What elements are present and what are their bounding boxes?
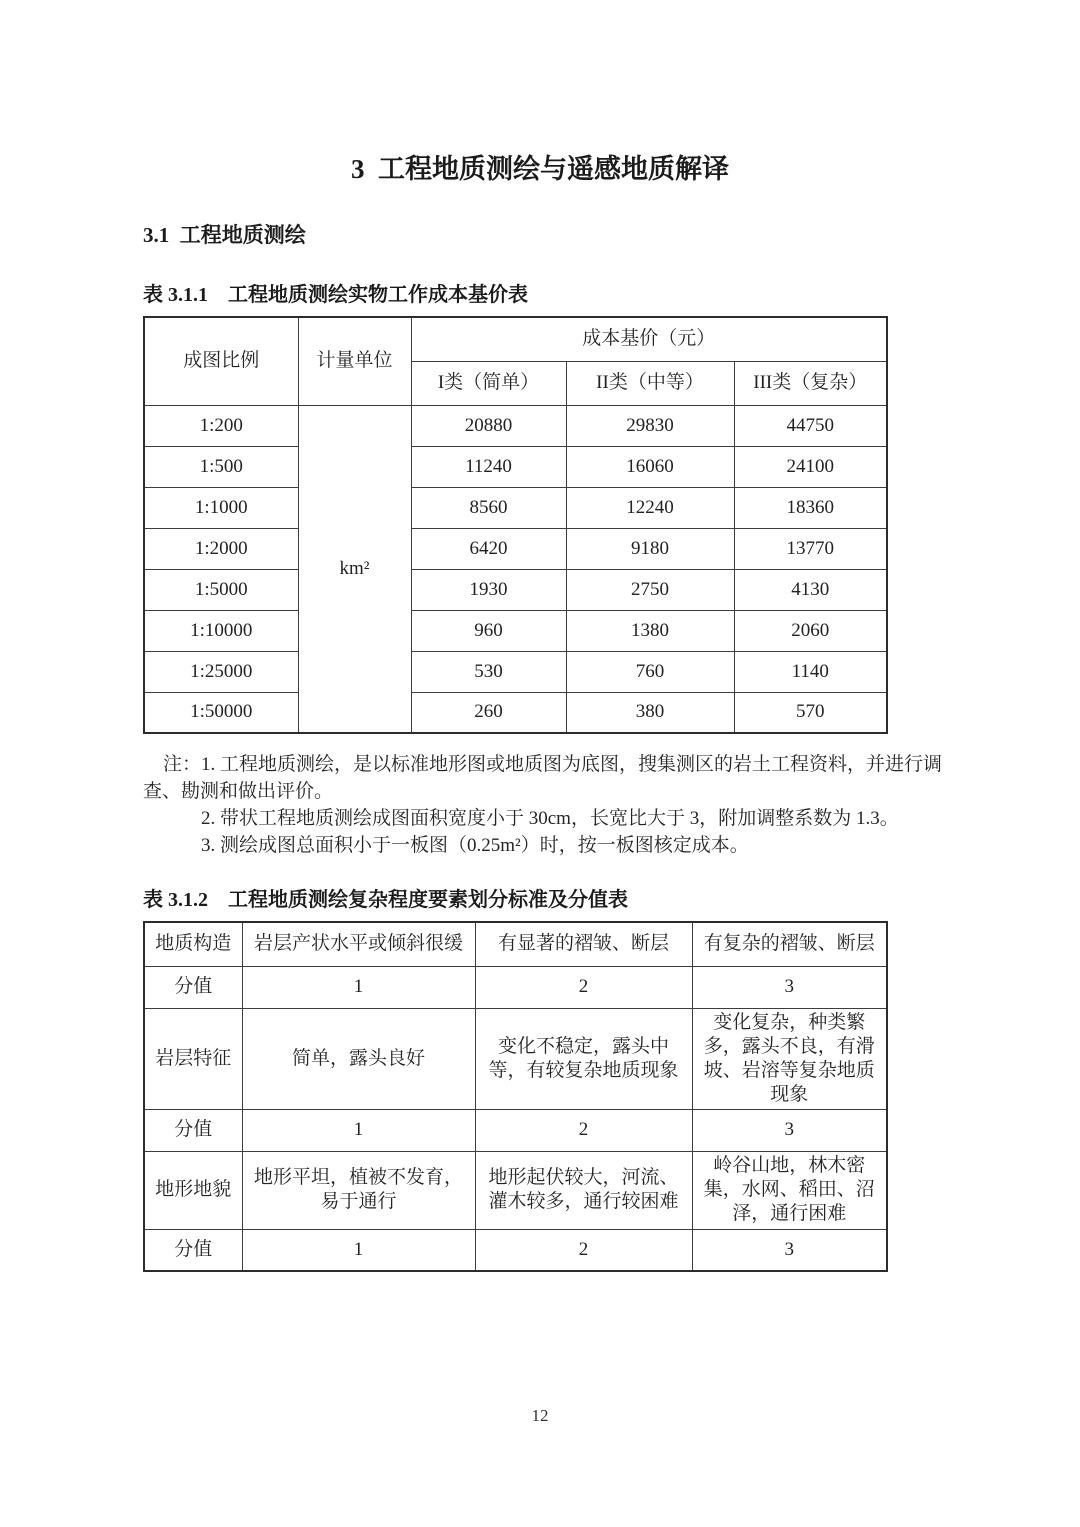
cost-cell: 570 [734,692,887,733]
header-class1: I类（简单） [411,361,566,405]
cost-cell: 13770 [734,528,887,569]
scale-cell: 1:2000 [144,528,298,569]
cost-cell: 16060 [566,446,734,487]
note-item-2: 2. 带状工程地质测绘成图面积宽度小于 30cm，长宽比大于 3，附加调整系数为 1.3。 [201,808,899,829]
cost-cell: 1140 [734,651,887,692]
table1-caption: 表 3.1.1 工程地质测绘实物工作成本基价表 [143,284,528,306]
table-row [144,610,887,651]
section-heading: 3.1 工程地质测绘 [143,223,306,247]
score-label-cell: 分值 [144,1109,242,1151]
table-row [144,1109,887,1151]
header-class3: III类（复杂） [734,361,887,405]
cost-cell: 380 [566,692,734,733]
scale-cell: 1:200 [144,405,298,446]
table2-caption: 表 3.1.2 工程地质测绘复杂程度要素划分标准及分值表 [143,889,628,911]
score-cell: 1 [242,966,475,1008]
header-class2: II类（中等） [566,361,734,405]
cost-cell: 2060 [734,610,887,651]
score-cell: 3 [692,966,887,1008]
header-scale: 成图比例 [144,317,298,405]
cost-cell: 44750 [734,405,887,446]
cost-cell: 530 [411,651,566,692]
table1-notes [143,751,955,859]
score-label-cell: 分值 [144,966,242,1008]
criteria-cell: 变化不稳定，露头中等，有较复杂地质现象 [475,1008,692,1109]
scale-cell: 1:5000 [144,569,298,610]
note-item-3: 3. 测绘成图总面积小于一板图（0.25m²）时，按一板图核定成本。 [201,835,749,856]
table-row [144,651,887,692]
criteria-cell: 岭谷山地，林木密集，水网、稻田、沼泽，通行困难 [692,1151,887,1229]
cost-cell: 24100 [734,446,887,487]
scale-cell: 1:500 [144,446,298,487]
page-number: 12 [531,1406,549,1425]
cost-cell: 11240 [411,446,566,487]
factor-label-cell: 岩层特征 [144,1008,242,1109]
score-cell: 3 [692,1109,887,1151]
table-row [144,528,887,569]
scale-cell: 1:50000 [144,692,298,733]
cost-cell: 8560 [411,487,566,528]
score-cell: 1 [242,1229,475,1271]
cost-cell: 1930 [411,569,566,610]
cost-cell: 9180 [566,528,734,569]
score-cell: 2 [475,966,692,1008]
criteria-cell: 有复杂的褶皱、断层 [692,922,887,966]
table-row [144,1229,887,1271]
table-row [144,487,887,528]
table-row [144,405,887,446]
cost-cell: 1380 [566,610,734,651]
score-label-cell: 分值 [144,1229,242,1271]
header-cost-group: 成本基价（元） [411,317,887,361]
cost-cell: 18360 [734,487,887,528]
criteria-cell: 地形平坦，植被不发育，易于通行 [242,1151,475,1229]
table-row [144,1008,887,1109]
criteria-cell: 变化复杂，种类繁多，露头不良，有滑坡、岩溶等复杂地质现象 [692,1008,887,1109]
table-row [144,922,887,966]
complexity-factor-table [143,921,888,1272]
table-row [144,1151,887,1229]
cost-cell: 760 [566,651,734,692]
cost-cell: 12240 [566,487,734,528]
cost-cell: 6420 [411,528,566,569]
cost-cell: 20880 [411,405,566,446]
scale-cell: 1:10000 [144,610,298,651]
cost-cell: 2750 [566,569,734,610]
score-cell: 3 [692,1229,887,1271]
cost-cell: 4130 [734,569,887,610]
scale-cell: 1:25000 [144,651,298,692]
cost-cell: 960 [411,610,566,651]
criteria-cell: 简单，露头良好 [242,1008,475,1109]
score-cell: 1 [242,1109,475,1151]
cost-cell: 260 [411,692,566,733]
criteria-cell: 岩层产状水平或倾斜很缓 [242,922,475,966]
scale-cell: 1:1000 [144,487,298,528]
header-unit: 计量单位 [298,317,411,405]
cost-cell: 29830 [566,405,734,446]
factor-label-cell: 地形地貌 [144,1151,242,1229]
table-header-row [144,317,887,361]
table-row [144,569,887,610]
unit-cell: km² [298,405,411,733]
factor-label-cell: 地质构造 [144,922,242,966]
cost-base-price-table [143,316,888,734]
criteria-cell: 地形起伏较大，河流、灌木较多，通行较困难 [475,1151,692,1229]
table-row [144,966,887,1008]
score-cell: 2 [475,1109,692,1151]
note-item-1: 注：1. 工程地质测绘，是以标准地形图或地质图为底图，搜集测区的岩土工程资料，并进行调查、勘测和做出评价。 [143,754,943,802]
table-row [144,446,887,487]
criteria-cell: 有显著的褶皱、断层 [475,922,692,966]
score-cell: 2 [475,1229,692,1271]
chapter-title: 3 工程地质测绘与遥感地质解译 [351,154,729,184]
table-row [144,692,887,733]
